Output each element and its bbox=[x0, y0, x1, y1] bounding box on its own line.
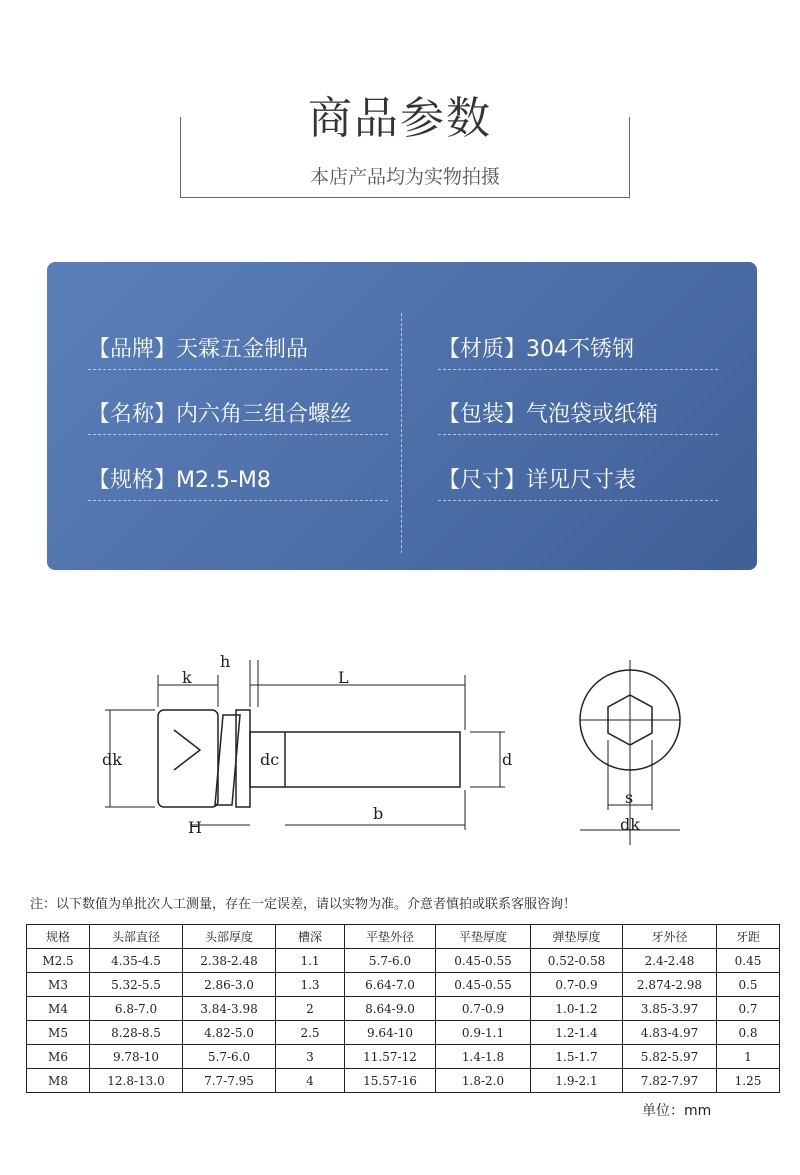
table-cell: 12.8-13.0 bbox=[90, 1069, 183, 1093]
table-cell: 1.25 bbox=[717, 1069, 780, 1093]
label-k: k bbox=[182, 668, 192, 687]
table-cell: M8 bbox=[27, 1069, 90, 1093]
table-cell: M3 bbox=[27, 973, 90, 997]
table-cell: 8.28-8.5 bbox=[90, 1021, 183, 1045]
spec-brand: 【品牌】天霖五金制品 bbox=[88, 332, 388, 370]
table-cell: 2 bbox=[276, 997, 345, 1021]
disclaimer-note: 注：以下数值为单批次人工测量，存在一定误差，请以实物为准。介意者慎拍或联系客服咨询！ bbox=[30, 897, 577, 912]
table-cell: 8.64-9.0 bbox=[345, 997, 436, 1021]
table-cell: 3.85-3.97 bbox=[623, 997, 717, 1021]
table-cell: 2.86-3.0 bbox=[183, 973, 276, 997]
table-cell: 1.3 bbox=[276, 973, 345, 997]
label-h: h bbox=[220, 652, 231, 671]
table-cell: 5.82-5.97 bbox=[623, 1045, 717, 1069]
table-cell: 3 bbox=[276, 1045, 345, 1069]
label-b: b bbox=[373, 804, 384, 823]
table-cell: 0.7-0.9 bbox=[531, 973, 623, 997]
table-cell: 7.7-7.95 bbox=[183, 1069, 276, 1093]
table-cell: M4 bbox=[27, 997, 90, 1021]
spec-dimension: 【尺寸】详见尺寸表 bbox=[438, 463, 718, 501]
table-cell: 0.7-0.9 bbox=[436, 997, 531, 1021]
table-row bbox=[27, 1021, 780, 1045]
column-header: 牙外径 bbox=[623, 925, 717, 949]
table-cell: 3.84-3.98 bbox=[183, 997, 276, 1021]
label-dc: dc bbox=[260, 750, 280, 769]
table-cell: 1 bbox=[717, 1045, 780, 1069]
page-subtitle: 本店产品均为实物拍摄 bbox=[309, 166, 500, 188]
screw-shank bbox=[250, 732, 460, 787]
spec-package: 【包装】气泡袋或纸箱 bbox=[438, 397, 718, 435]
table-cell: 4 bbox=[276, 1069, 345, 1093]
hex-socket bbox=[174, 730, 200, 770]
table-cell: 1.1 bbox=[276, 949, 345, 973]
table-cell: 0.52-0.58 bbox=[531, 949, 623, 973]
table-cell: M2.5 bbox=[27, 949, 90, 973]
label-s: s bbox=[625, 788, 634, 807]
table-cell: 0.9-1.1 bbox=[436, 1021, 531, 1045]
table-cell: M6 bbox=[27, 1045, 90, 1069]
screw-diagram bbox=[90, 645, 710, 845]
table-cell: 1.4-1.8 bbox=[436, 1045, 531, 1069]
spec-size: 【规格】M2.5-M8 bbox=[88, 463, 388, 501]
table-row bbox=[27, 973, 780, 997]
column-header: 平垫厚度 bbox=[436, 925, 531, 949]
label-dk-top: dk bbox=[620, 815, 640, 834]
table-cell: 2.874-2.98 bbox=[623, 973, 717, 997]
column-header: 规格 bbox=[27, 925, 90, 949]
table-cell: 6.8-7.0 bbox=[90, 997, 183, 1021]
size-table bbox=[26, 924, 780, 1093]
table-cell: 2.4-2.48 bbox=[623, 949, 717, 973]
table-cell: 4.82-5.0 bbox=[183, 1021, 276, 1045]
column-header: 头部厚度 bbox=[183, 925, 276, 949]
table-cell: 5.32-5.5 bbox=[90, 973, 183, 997]
table-cell: 4.83-4.97 bbox=[623, 1021, 717, 1045]
table-cell: 1.5-1.7 bbox=[531, 1045, 623, 1069]
column-header: 弹垫厚度 bbox=[531, 925, 623, 949]
table-cell: 2.5 bbox=[276, 1021, 345, 1045]
table-cell: 15.57-16 bbox=[345, 1069, 436, 1093]
page-title: 商品参数 bbox=[308, 93, 492, 144]
table-row bbox=[27, 997, 780, 1021]
table-cell: 1.8-2.0 bbox=[436, 1069, 531, 1093]
label-H: H bbox=[188, 818, 202, 837]
column-header: 头部直径 bbox=[90, 925, 183, 949]
table-cell: 1.9-2.1 bbox=[531, 1069, 623, 1093]
table-cell: 5.7-6.0 bbox=[345, 949, 436, 973]
divider bbox=[401, 313, 402, 553]
table-cell: 5.7-6.0 bbox=[183, 1045, 276, 1069]
table-cell: 9.78-10 bbox=[90, 1045, 183, 1069]
table-header-row bbox=[27, 925, 780, 949]
column-header: 槽深 bbox=[276, 925, 345, 949]
table-cell: 1.2-1.4 bbox=[531, 1021, 623, 1045]
table-row bbox=[27, 949, 780, 973]
table-cell: 0.45 bbox=[717, 949, 780, 973]
spec-name: 【名称】内六角三组合螺丝 bbox=[88, 397, 388, 435]
label-d: d bbox=[502, 750, 513, 769]
column-header: 平垫外径 bbox=[345, 925, 436, 949]
table-cell: 7.82-7.97 bbox=[623, 1069, 717, 1093]
table-cell: 1.0-1.2 bbox=[531, 997, 623, 1021]
table-cell: 0.8 bbox=[717, 1021, 780, 1045]
table-cell: 0.45-0.55 bbox=[436, 973, 531, 997]
unit-label: 单位：mm bbox=[642, 1103, 712, 1119]
label-L: L bbox=[338, 668, 349, 687]
table-cell: 6.64-7.0 bbox=[345, 973, 436, 997]
label-dk: dk bbox=[102, 750, 122, 769]
table-cell: 11.57-12 bbox=[345, 1045, 436, 1069]
table-cell: 9.64-10 bbox=[345, 1021, 436, 1045]
table-cell: 0.5 bbox=[717, 973, 780, 997]
table-cell: 0.45-0.55 bbox=[436, 949, 531, 973]
flat-washer bbox=[236, 710, 250, 807]
column-header: 牙距 bbox=[717, 925, 780, 949]
table-row bbox=[27, 1069, 780, 1093]
table-cell: 0.7 bbox=[717, 997, 780, 1021]
table-row bbox=[27, 1045, 780, 1069]
table-cell: 4.35-4.5 bbox=[90, 949, 183, 973]
table-cell: 2.38-2.48 bbox=[183, 949, 276, 973]
spec-material: 【材质】304不锈钢 bbox=[438, 332, 718, 370]
table-cell: M5 bbox=[27, 1021, 90, 1045]
